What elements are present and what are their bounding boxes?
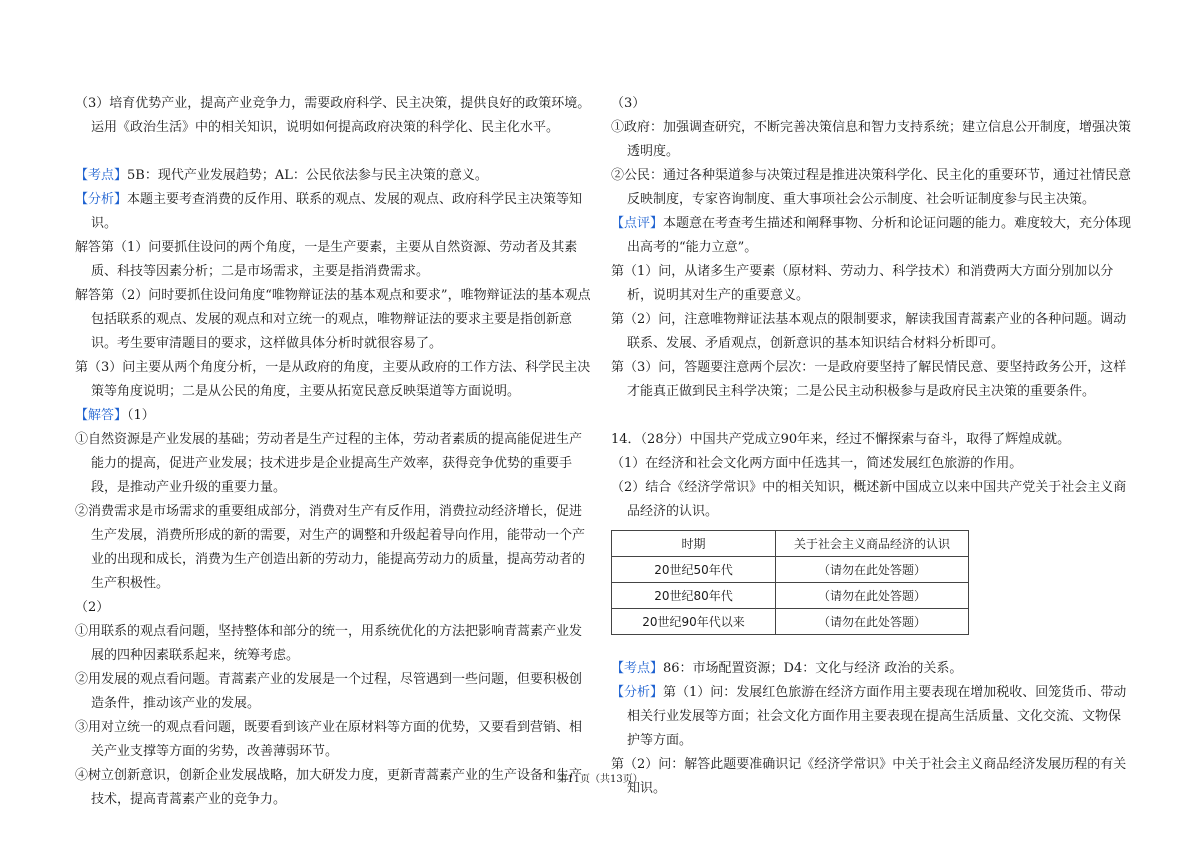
section-tag: 【考点】: [75, 168, 128, 183]
section-tag: 【考点】: [611, 661, 664, 676]
paragraph-text: ①自然资源是产业发展的基础；劳动者是生产过程的主体，劳动者素质的提高能促进生产能力的提高，促进产业发展；技术进步是企业提高生产效率，获得竞争优势的重要手段，是推动产业升级的重要力量。: [75, 432, 583, 495]
paragraph: [75, 428, 593, 500]
paragraph: [75, 404, 593, 428]
paragraph: [611, 260, 1133, 308]
paragraph: [75, 500, 593, 596]
table-cell-answer: （请勿在此处答题）: [776, 609, 969, 635]
table-header-row: [612, 531, 969, 557]
paragraph-text: ①政府：加强调查研究，不断完善决策信息和智力支持系统；建立信息公开制度，增强决策透明度。: [611, 120, 1132, 159]
table-cell-answer: （请勿在此处答题）: [776, 583, 969, 609]
paragraph: [75, 596, 593, 620]
section-tag: 【分析】: [75, 192, 128, 207]
right-column-top: [611, 92, 1133, 524]
paragraph-text: 第（3）问主要从两个角度分析，一是从政府的角度，主要从政府的工作方法、科学民主决策等角度说明；二是从公民的角度，主要从拓宽民意反映渠道等方面说明。: [75, 360, 591, 399]
left-column: [75, 92, 593, 812]
paragraph: [611, 657, 1133, 681]
table-cell-period: 20世纪50年代: [612, 557, 776, 583]
paragraph-text: ③用对立统一的观点看问题，既要看到该产业在原材料等方面的优势，又要看到营销、相关产业支撑等方面的劣势，改善薄弱环节。: [75, 720, 583, 759]
table-row: [612, 609, 969, 635]
paragraph: [611, 212, 1133, 260]
paragraph-text: ②用发展的观点看问题。青蒿素产业的发展是一个过程，尽管遇到一些问题，但要积极创造条件，推动该产业的发展。: [75, 672, 583, 711]
paragraph-gap: [611, 404, 1133, 428]
paragraph: [611, 308, 1133, 356]
paragraph-text: ②公民：通过各种渠道参与决策过程是推进决策科学化、民主化的重要环节，通过社情民意反映制度，专家咨询制度、重大事项社会公示制度、社会听证制度参与民主决策。: [611, 168, 1132, 207]
paragraph: [611, 164, 1133, 212]
table-cell-period: 20世纪90年代以来: [612, 609, 776, 635]
paragraph-text: 86：市场配置资源；D4：文化与经济 政治的关系。: [663, 661, 963, 676]
paragraph-text: 第（2）问，注意唯物辩证法基本观点的限制要求，解读我国青蒿素产业的各种问题。调动联系、发展、矛盾观点，创新意识的基本知识结合材料分析即可。: [611, 312, 1127, 351]
paragraph-text: （2）: [75, 600, 110, 615]
paragraph: [611, 356, 1133, 404]
paragraph: [75, 620, 593, 668]
paragraph: [611, 116, 1133, 164]
paragraph-text: （3）培育优势产业，提高产业竞争力，需要政府科学、民主决策，提供良好的政策环境。运用《政治生活》中的相关知识，说明如何提高政府决策的科学化、民主化水平。: [75, 96, 591, 135]
paragraph: [75, 668, 593, 716]
paragraph: [75, 188, 593, 236]
paragraph: [611, 452, 1133, 476]
paragraph-text: （3）: [611, 96, 646, 111]
table-row: [612, 583, 969, 609]
paragraph-text: 14．（28分）中国共产党成立90年来，经过不懈探索与奋斗，取得了辉煌成就。: [611, 432, 1071, 447]
paragraph-text: 第（1）问：发展红色旅游在经济方面作用主要表现在增加税收、回笼货币、带动相关行业发展等方面；社会文化方面作用主要表现在提高生活质量、文化交流、文物保护等方面。: [627, 685, 1127, 748]
paragraph-text: 本题意在考查考生描述和阐释事物、分析和论证问题的能力。难度较大，充分体现出高考的“能力立意”。: [627, 216, 1132, 255]
paragraph-text: ①用联系的观点看问题，坚持整体和部分的统一，用系统优化的方法把影响青蒿素产业发展的四种因素联系起来，统筹考虑。: [75, 624, 583, 663]
paragraph: [75, 284, 593, 356]
right-column: [611, 92, 1133, 801]
paragraph: [75, 236, 593, 284]
section-tag: 【解答】: [75, 408, 128, 423]
table-row: [612, 557, 969, 583]
table-cell-period: 20世纪80年代: [612, 583, 776, 609]
paragraph-text: （1）在经济和社会文化两方面中任选其一，简述发展红色旅游的作用。: [611, 456, 1023, 471]
paragraph: [75, 716, 593, 764]
paragraph-text: 解答第（2）问时要抓住设问角度“唯物辩证法的基本观点和要求”，唯物辩证法的基本观点包括联系的观点、发展的观点和对立统一的观点，唯物辩证法的要求主要是指创新意识。考生要审清题目的要求，这样做具体分析时就很容易了。: [75, 288, 591, 351]
paragraph: [611, 476, 1133, 524]
paragraph: [611, 92, 1133, 116]
paragraph-text: 第（1）问，从诸多生产要素（原材料、劳动力、科学技术）和消费两大方面分别加以分析，说明其对生产的重要意义。: [611, 264, 1114, 303]
paragraph: [611, 428, 1133, 452]
paragraph-text: （2）结合《经济学常识》中的相关知识，概述新中国成立以来中国共产党关于社会主义商品经济的认识。: [611, 480, 1127, 519]
paragraph-text: 本题主要考查消费的反作用、联系的观点、发展的观点、政府科学民主决策等知识。: [91, 192, 583, 231]
section-tag: 【分析】: [611, 685, 664, 700]
paragraph: [75, 164, 593, 188]
paragraph-text: ②消费需求是市场需求的重要组成部分，消费对生产有反作用，消费拉动经济增长，促进生产发展，消费所形成的新的需要，对生产的调整和升级起着导向作用，能带动一个产业的出现和成长，消费为生产创造出新的劳动力，能提高劳动力的质量，提高劳动者的生产积极性。: [75, 504, 586, 591]
paragraph-text: ④树立创新意识，创新企业发展战略，加大研发力度，更新青蒿素产业的生产设备和生产技术，提高青蒿素产业的竞争力。: [75, 768, 583, 807]
section-tag: 【点评】: [611, 216, 664, 231]
paragraph-text: 解答第（1）问要抓住设问的两个角度，一是生产要素，主要从自然资源、劳动者及其素质、科技等因素分析；二是市场需求，主要是指消费需求。: [75, 240, 578, 279]
paragraph: [611, 681, 1133, 753]
paragraph: [75, 92, 593, 140]
paragraph: [75, 356, 593, 404]
table-cell-answer: （请勿在此处答题）: [776, 557, 969, 583]
paragraph-text: 第（2）问：解答此题要准确识记《经济学常识》中关于社会主义商品经济发展历程的有关知识。: [611, 757, 1127, 796]
paragraph-gap: [75, 140, 593, 164]
page-footer: 第11页（共13页）: [557, 774, 643, 785]
table-header-cell: 关于社会主义商品经济的认识: [776, 531, 969, 557]
paragraph-text: （1）: [127, 408, 155, 423]
table-header-cell: 时期: [612, 531, 776, 557]
paragraph-text: 5B：现代产业发展趋势；AL：公民依法参与民主决策的意义。: [127, 168, 488, 183]
paragraph-text: 第（3）问，答题要注意两个层次：一是政府要坚持了解民情民意、要坚持政务公开，这样才能真正做到民主科学决策；二是公民主动积极参与是政府民主决策的重要条件。: [611, 360, 1127, 399]
answer-table: [611, 530, 969, 635]
